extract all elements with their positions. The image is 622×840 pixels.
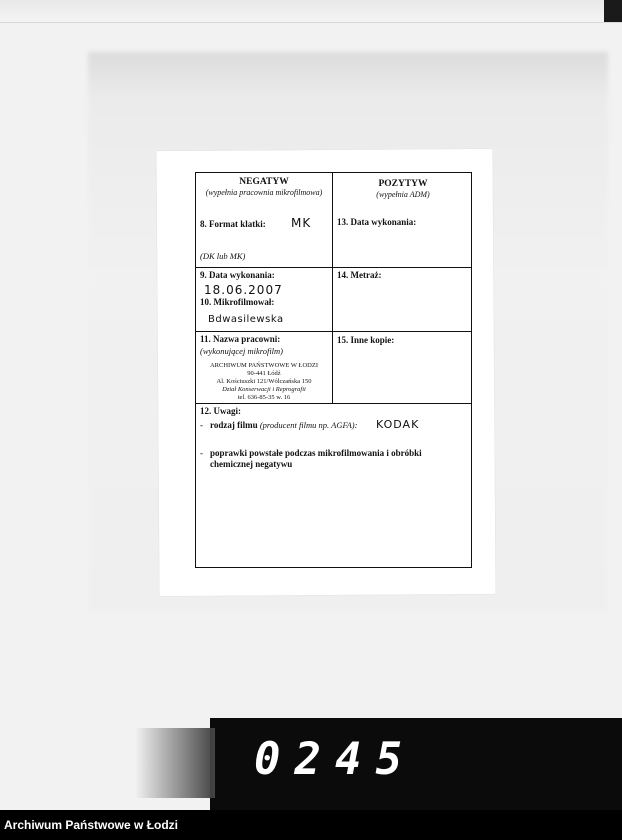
rodzaj-filmu-label: rodzaj filmu [210,420,258,430]
format-klatki-label: 8. Format klatki: [200,219,266,229]
pozytyw-title: POZYTYW [378,179,428,189]
data-wykonania-label: 9. Data wykonania: [200,270,275,280]
row-divider-3 [196,403,471,404]
stamp-line-2: 90-441 Łódź [247,370,281,377]
poprawki-line-1: poprawki powstałe podczas mikrofilmowania i obróbki [210,448,422,458]
stamp-line-1: ARCHIWUM PAŃSTWOWE W ŁODZI [209,362,319,369]
stamp-line-4: Dział Konserwacji i Reprografii [222,386,306,393]
data-wykonania-value: 18.06.2007 [204,283,283,297]
format-klatki-hint: (DK lub MK) [200,251,246,261]
stamp-line-5: tel. 636-85-35 w. 16 [237,394,291,401]
archive-name: Archiwum Państwowe w Łodzi [4,818,179,832]
mikrofilmowal-signature: Bdwasilewska [208,314,284,325]
film-strip [210,718,622,810]
nazwa-pracowni-label: 11. Nazwa pracowni: [200,334,281,344]
archive-footer [0,810,622,840]
column-divider [332,173,333,403]
inne-kopie-label: 15. Inne kopie: [337,335,395,345]
metraz-label: 14. Metraż: [337,270,382,280]
rodzaj-filmu-hint: (producent filmu np. AGFA): [259,420,358,430]
data-wykonania-pozytyw-label: 13. Data wykonania: [337,217,417,227]
negatyw-title: NEGATYW [239,177,289,187]
microfilm-form [195,172,472,568]
uwagi-bullet-2: - [200,448,203,458]
top-margin-band [0,0,622,23]
poprawki-line-2: chemicznej negatywu [210,459,293,469]
uwagi-item-1 [210,420,357,430]
rodzaj-filmu-value: KODAK [376,418,420,431]
archive-stamp [196,362,332,402]
frame-number: 0245 [254,734,416,785]
mikrofilmowal-label: 10. Mikrofilmował: [200,297,275,307]
row-divider-1 [196,267,471,268]
pozytyw-subtitle: (wypełnia ADM) [376,190,430,199]
nazwa-pracowni-hint: (wykonującej mikrofilm) [200,346,284,356]
negatyw-subtitle: (wypełnia pracownia mikrofilmowa) [205,188,323,197]
row-divider-2 [196,331,471,332]
uwagi-bullet-1: - [200,420,203,430]
edge-mark [604,0,622,22]
uwagi-label: 12. Uwagi: [200,406,241,416]
stamp-line-3: Al. Kościuszki 121/Wólczańska 150 [216,378,312,385]
format-klatki-value: MK [291,216,312,230]
